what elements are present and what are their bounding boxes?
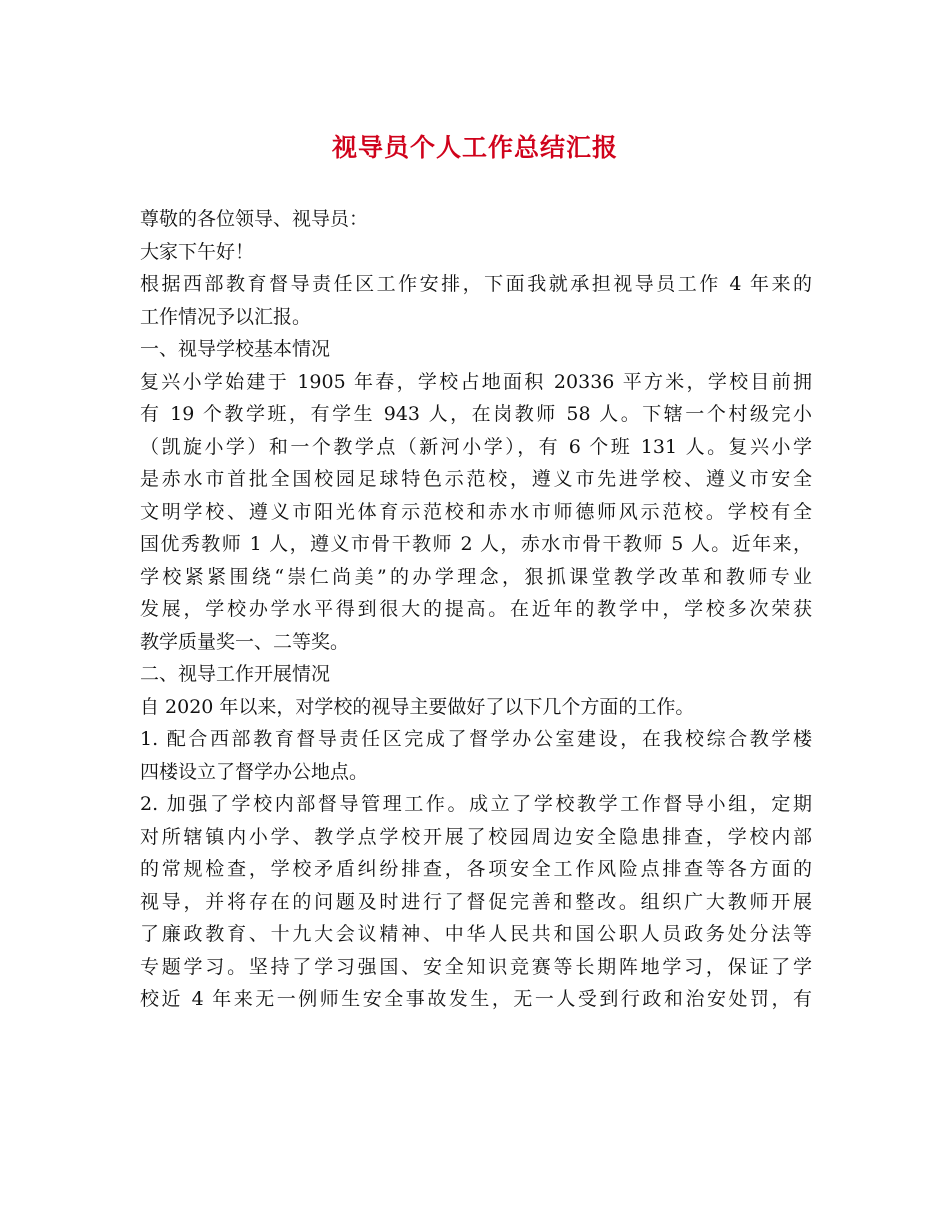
paragraph-line: 复兴小学始建于 1905 年春，学校占地面积 20336 平方米，学校目前拥 — [140, 370, 812, 393]
list-item-line: 1. 配合西部教育督导责任区完成了督学办公室建设，在我校综合教学楼 — [140, 728, 812, 750]
list-item-line: 四楼设立了督学办公地点。 — [140, 760, 369, 783]
list-item-line: 视导，并将存在的问题及时进行了督促完善和整改。组织广大教师开展 — [140, 890, 812, 913]
section-heading-1: 一、视导学校基本情况 — [140, 338, 331, 360]
paragraph-line: 国优秀教师 1 人，遵义市骨干教师 2 人，赤水市骨干教师 5 人。近年来， — [140, 533, 812, 555]
paragraph-line: 有 19 个教学班，有学生 943 人，在岗教师 58 人。下辖一个村级完小 — [140, 403, 812, 425]
section-heading-2: 二、视导工作开展情况 — [140, 663, 331, 685]
list-item-line: 了廉政教育、十九大会议精神、中华人民共和国公职人员政务处分法等 — [140, 923, 812, 945]
list-item-line: 专题学习。坚持了学习强国、安全知识竞赛等长期阵地学习，保证了学 — [140, 955, 812, 978]
paragraph-line: 是赤水市首批全国校园足球特色示范校，遵义市先进学校、遵义市安全 — [140, 468, 812, 490]
document-title: 视导员个人工作总结汇报 — [331, 133, 618, 162]
paragraph-line: 文明学校、遵义市阳光体育示范校和赤水市师德师风示范校。学校有全 — [140, 500, 812, 523]
document-body — [140, 203, 812, 1016]
list-item-line: 2. 加强了学校内部督导管理工作。成立了学校教学工作督导小组，定期 — [140, 793, 812, 815]
paragraph-line: 教学质量奖一、二等奖。 — [140, 630, 350, 653]
paragraph-line: 发展，学校办学水平得到很大的提高。在近年的教学中，学校多次荣获 — [140, 598, 812, 620]
greeting-line: 大家下午好！ — [140, 240, 255, 263]
paragraph-line: 根据西部教育督导责任区工作安排，下面我就承担视导员工作 4 年来的 — [140, 273, 812, 295]
list-item-line: 的常规检查，学校矛盾纠纷排查，各项安全工作风险点排查等各方面的 — [140, 858, 812, 880]
paragraph-line: 自 2020 年以来，对学校的视导主要做好了以下几个方面的工作。 — [140, 695, 695, 718]
list-item-line: 对所辖镇内小学、教学点学校开展了校园周边安全隐患排查，学校内部 — [140, 825, 812, 848]
paragraph-line: （凯旋小学）和一个教学点（新河小学），有 6 个班 131 人。复兴小学 — [140, 435, 812, 458]
salutation-line: 尊敬的各位领导、视导员： — [140, 208, 369, 230]
paragraph-line: 工作情况予以汇报。 — [140, 305, 312, 328]
paragraph-line: 学校紧紧围绕“崇仁尚美”的办学理念，狠抓课堂教学改革和教师专业 — [140, 565, 812, 588]
list-item-line: 校近 4 年来无一例师生安全事故发生，无一人受到行政和治安处罚，有 — [140, 988, 812, 1010]
